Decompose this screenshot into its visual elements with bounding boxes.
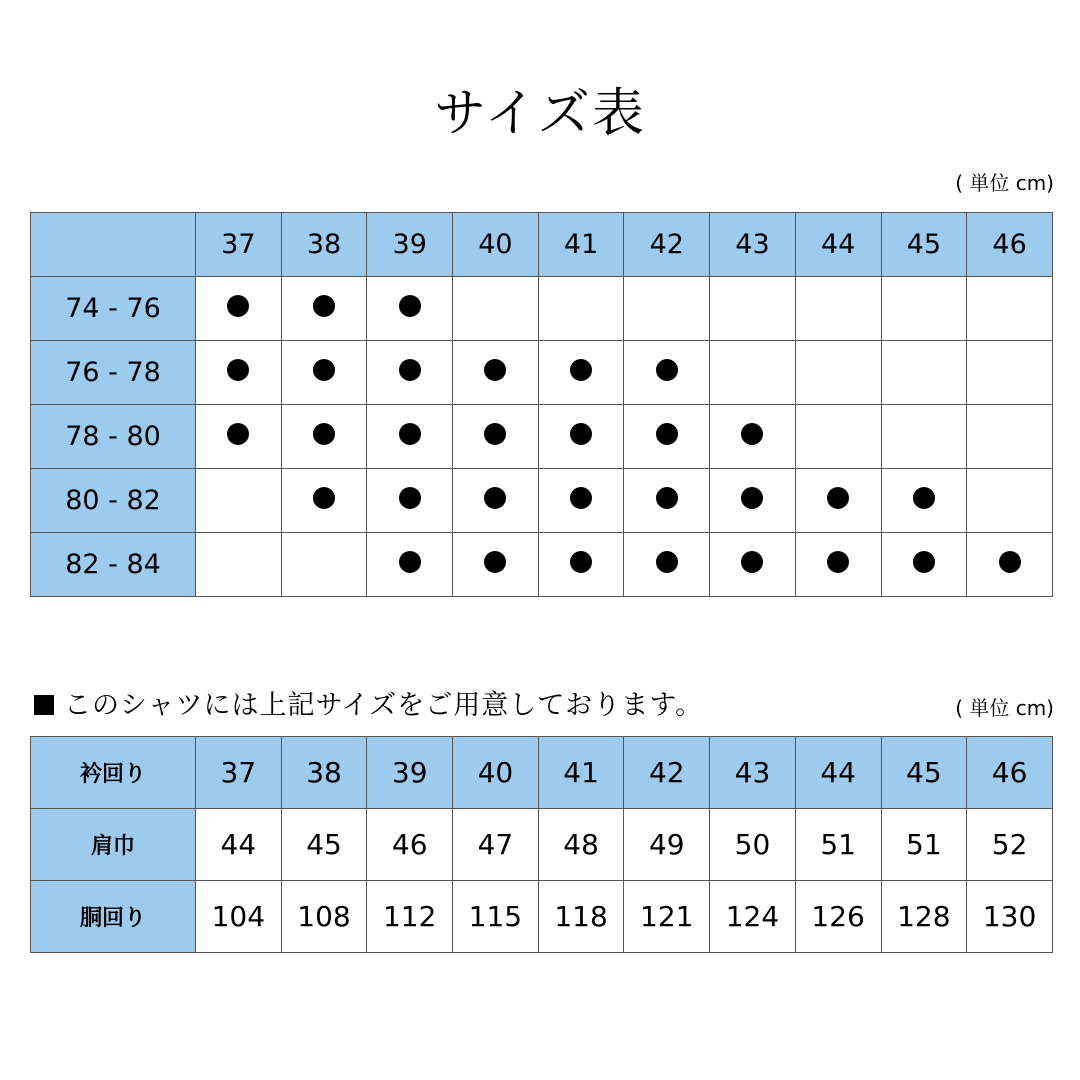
availability-cell bbox=[453, 469, 539, 533]
availability-cell bbox=[967, 341, 1053, 405]
table-row bbox=[31, 277, 1053, 341]
availability-cell bbox=[624, 405, 710, 469]
neck-size-header: 39 bbox=[367, 213, 453, 277]
availability-cell bbox=[367, 277, 453, 341]
measurement-value: 121 bbox=[624, 881, 710, 953]
measurement-value: 37 bbox=[196, 737, 282, 809]
measurement-value: 44 bbox=[196, 809, 282, 881]
measurement-value: 38 bbox=[281, 737, 367, 809]
available-dot-icon bbox=[913, 551, 935, 573]
availability-cell bbox=[196, 277, 282, 341]
availability-cell bbox=[881, 533, 967, 597]
availability-cell bbox=[538, 277, 624, 341]
table-row bbox=[31, 737, 1053, 809]
available-dot-icon bbox=[656, 487, 678, 509]
neck-size-header: 44 bbox=[795, 213, 881, 277]
available-dot-icon bbox=[399, 487, 421, 509]
measurement-value: 115 bbox=[453, 881, 539, 953]
availability-cell bbox=[281, 277, 367, 341]
available-dot-icon bbox=[484, 551, 506, 573]
measurement-value: 40 bbox=[453, 737, 539, 809]
measurement-label: 肩巾 bbox=[31, 809, 196, 881]
availability-cell bbox=[795, 469, 881, 533]
table-row bbox=[31, 405, 1053, 469]
measurement-value: 46 bbox=[967, 737, 1053, 809]
unit-label: ( 単位 cm) bbox=[955, 171, 1054, 195]
measurement-value: 51 bbox=[795, 809, 881, 881]
availability-cell bbox=[967, 533, 1053, 597]
measurement-value: 112 bbox=[367, 881, 453, 953]
measurement-value: 124 bbox=[710, 881, 796, 953]
available-dot-icon bbox=[741, 551, 763, 573]
neck-size-header: 41 bbox=[538, 213, 624, 277]
availability-cell bbox=[624, 277, 710, 341]
available-dot-icon bbox=[741, 423, 763, 445]
availability-cell bbox=[196, 469, 282, 533]
neck-size-header: 38 bbox=[281, 213, 367, 277]
available-dot-icon bbox=[656, 423, 678, 445]
availability-cell bbox=[710, 341, 796, 405]
availability-cell bbox=[881, 405, 967, 469]
available-dot-icon bbox=[570, 487, 592, 509]
measurement-value: 48 bbox=[538, 809, 624, 881]
available-dot-icon bbox=[570, 423, 592, 445]
neck-size-header: 46 bbox=[967, 213, 1053, 277]
available-dot-icon bbox=[313, 359, 335, 381]
available-dot-icon bbox=[227, 359, 249, 381]
square-bullet-icon bbox=[34, 695, 54, 715]
availability-cell bbox=[538, 405, 624, 469]
availability-cell bbox=[710, 405, 796, 469]
available-dot-icon bbox=[484, 423, 506, 445]
neck-size-header: 40 bbox=[453, 213, 539, 277]
note-label: このシャツには上記サイズをご用意しております。 bbox=[64, 690, 704, 721]
sleeve-length-label: 74 - 76 bbox=[31, 277, 196, 341]
measurement-value: 45 bbox=[881, 737, 967, 809]
table-row bbox=[31, 469, 1053, 533]
available-dot-icon bbox=[570, 551, 592, 573]
sleeve-length-label: 78 - 80 bbox=[31, 405, 196, 469]
available-dot-icon bbox=[399, 551, 421, 573]
measurement-value: 43 bbox=[710, 737, 796, 809]
neck-size-header: 37 bbox=[196, 213, 282, 277]
available-dot-icon bbox=[656, 359, 678, 381]
measurement-label: 衿回り bbox=[31, 737, 196, 809]
availability-cell bbox=[367, 469, 453, 533]
availability-cell bbox=[453, 533, 539, 597]
measurement-value: 47 bbox=[453, 809, 539, 881]
measurement-value: 130 bbox=[967, 881, 1053, 953]
measurement-value: 44 bbox=[795, 737, 881, 809]
availability-table bbox=[30, 212, 1053, 597]
available-dot-icon bbox=[913, 487, 935, 509]
availability-cell bbox=[196, 405, 282, 469]
neck-size-header: 45 bbox=[881, 213, 967, 277]
measurement-value: 45 bbox=[281, 809, 367, 881]
availability-cell bbox=[367, 341, 453, 405]
available-dot-icon bbox=[313, 423, 335, 445]
table-row bbox=[31, 533, 1053, 597]
corner-cell bbox=[31, 213, 196, 277]
measurement-label: 胴回り bbox=[31, 881, 196, 953]
header-row bbox=[31, 213, 1053, 277]
measurement-value: 108 bbox=[281, 881, 367, 953]
available-dot-icon bbox=[227, 295, 249, 317]
available-dot-icon bbox=[484, 359, 506, 381]
availability-cell bbox=[967, 277, 1053, 341]
measurement-value: 126 bbox=[795, 881, 881, 953]
availability-cell bbox=[367, 533, 453, 597]
availability-cell bbox=[881, 277, 967, 341]
table-row bbox=[31, 809, 1053, 881]
availability-cell bbox=[795, 533, 881, 597]
sleeve-length-label: 82 - 84 bbox=[31, 533, 196, 597]
availability-cell bbox=[281, 469, 367, 533]
measurement-value: 104 bbox=[196, 881, 282, 953]
measurement-value: 41 bbox=[538, 737, 624, 809]
available-dot-icon bbox=[570, 359, 592, 381]
availability-cell bbox=[281, 405, 367, 469]
availability-cell bbox=[453, 405, 539, 469]
available-dot-icon bbox=[999, 551, 1021, 573]
measurement-table bbox=[30, 736, 1053, 953]
measurement-value: 128 bbox=[881, 881, 967, 953]
availability-cell bbox=[967, 405, 1053, 469]
availability-cell bbox=[624, 533, 710, 597]
available-dot-icon bbox=[656, 551, 678, 573]
availability-cell bbox=[624, 341, 710, 405]
sleeve-length-label: 80 - 82 bbox=[31, 469, 196, 533]
measurement-value: 42 bbox=[624, 737, 710, 809]
availability-cell bbox=[795, 277, 881, 341]
page-title: サイズ表 bbox=[434, 84, 646, 144]
measurement-value: 49 bbox=[624, 809, 710, 881]
availability-cell bbox=[881, 341, 967, 405]
available-dot-icon bbox=[399, 359, 421, 381]
neck-size-header: 42 bbox=[624, 213, 710, 277]
measurement-value: 51 bbox=[881, 809, 967, 881]
neck-size-header: 43 bbox=[710, 213, 796, 277]
availability-cell bbox=[881, 469, 967, 533]
availability-cell bbox=[538, 341, 624, 405]
availability-cell bbox=[538, 469, 624, 533]
availability-cell bbox=[196, 341, 282, 405]
availability-cell bbox=[196, 533, 282, 597]
availability-cell bbox=[795, 405, 881, 469]
availability-cell bbox=[453, 341, 539, 405]
available-dot-icon bbox=[227, 423, 249, 445]
available-dot-icon bbox=[484, 487, 506, 509]
available-dot-icon bbox=[741, 487, 763, 509]
measurement-value: 50 bbox=[710, 809, 796, 881]
available-dot-icon bbox=[399, 423, 421, 445]
unit-label-2: ( 単位 cm) bbox=[955, 696, 1054, 720]
availability-cell bbox=[367, 405, 453, 469]
availability-cell bbox=[453, 277, 539, 341]
availability-cell bbox=[967, 469, 1053, 533]
table-row bbox=[31, 881, 1053, 953]
measurement-value: 39 bbox=[367, 737, 453, 809]
availability-cell bbox=[710, 533, 796, 597]
availability-cell bbox=[710, 277, 796, 341]
availability-cell bbox=[538, 533, 624, 597]
available-dot-icon bbox=[313, 295, 335, 317]
sleeve-length-label: 76 - 78 bbox=[31, 341, 196, 405]
available-dot-icon bbox=[827, 551, 849, 573]
availability-cell bbox=[281, 341, 367, 405]
measurement-value: 118 bbox=[538, 881, 624, 953]
availability-cell bbox=[624, 469, 710, 533]
available-dot-icon bbox=[313, 487, 335, 509]
note-text bbox=[34, 692, 703, 719]
table-row bbox=[31, 341, 1053, 405]
available-dot-icon bbox=[399, 295, 421, 317]
available-dot-icon bbox=[827, 487, 849, 509]
measurement-value: 46 bbox=[367, 809, 453, 881]
availability-cell bbox=[795, 341, 881, 405]
availability-cell bbox=[281, 533, 367, 597]
availability-cell bbox=[710, 469, 796, 533]
measurement-value: 52 bbox=[967, 809, 1053, 881]
